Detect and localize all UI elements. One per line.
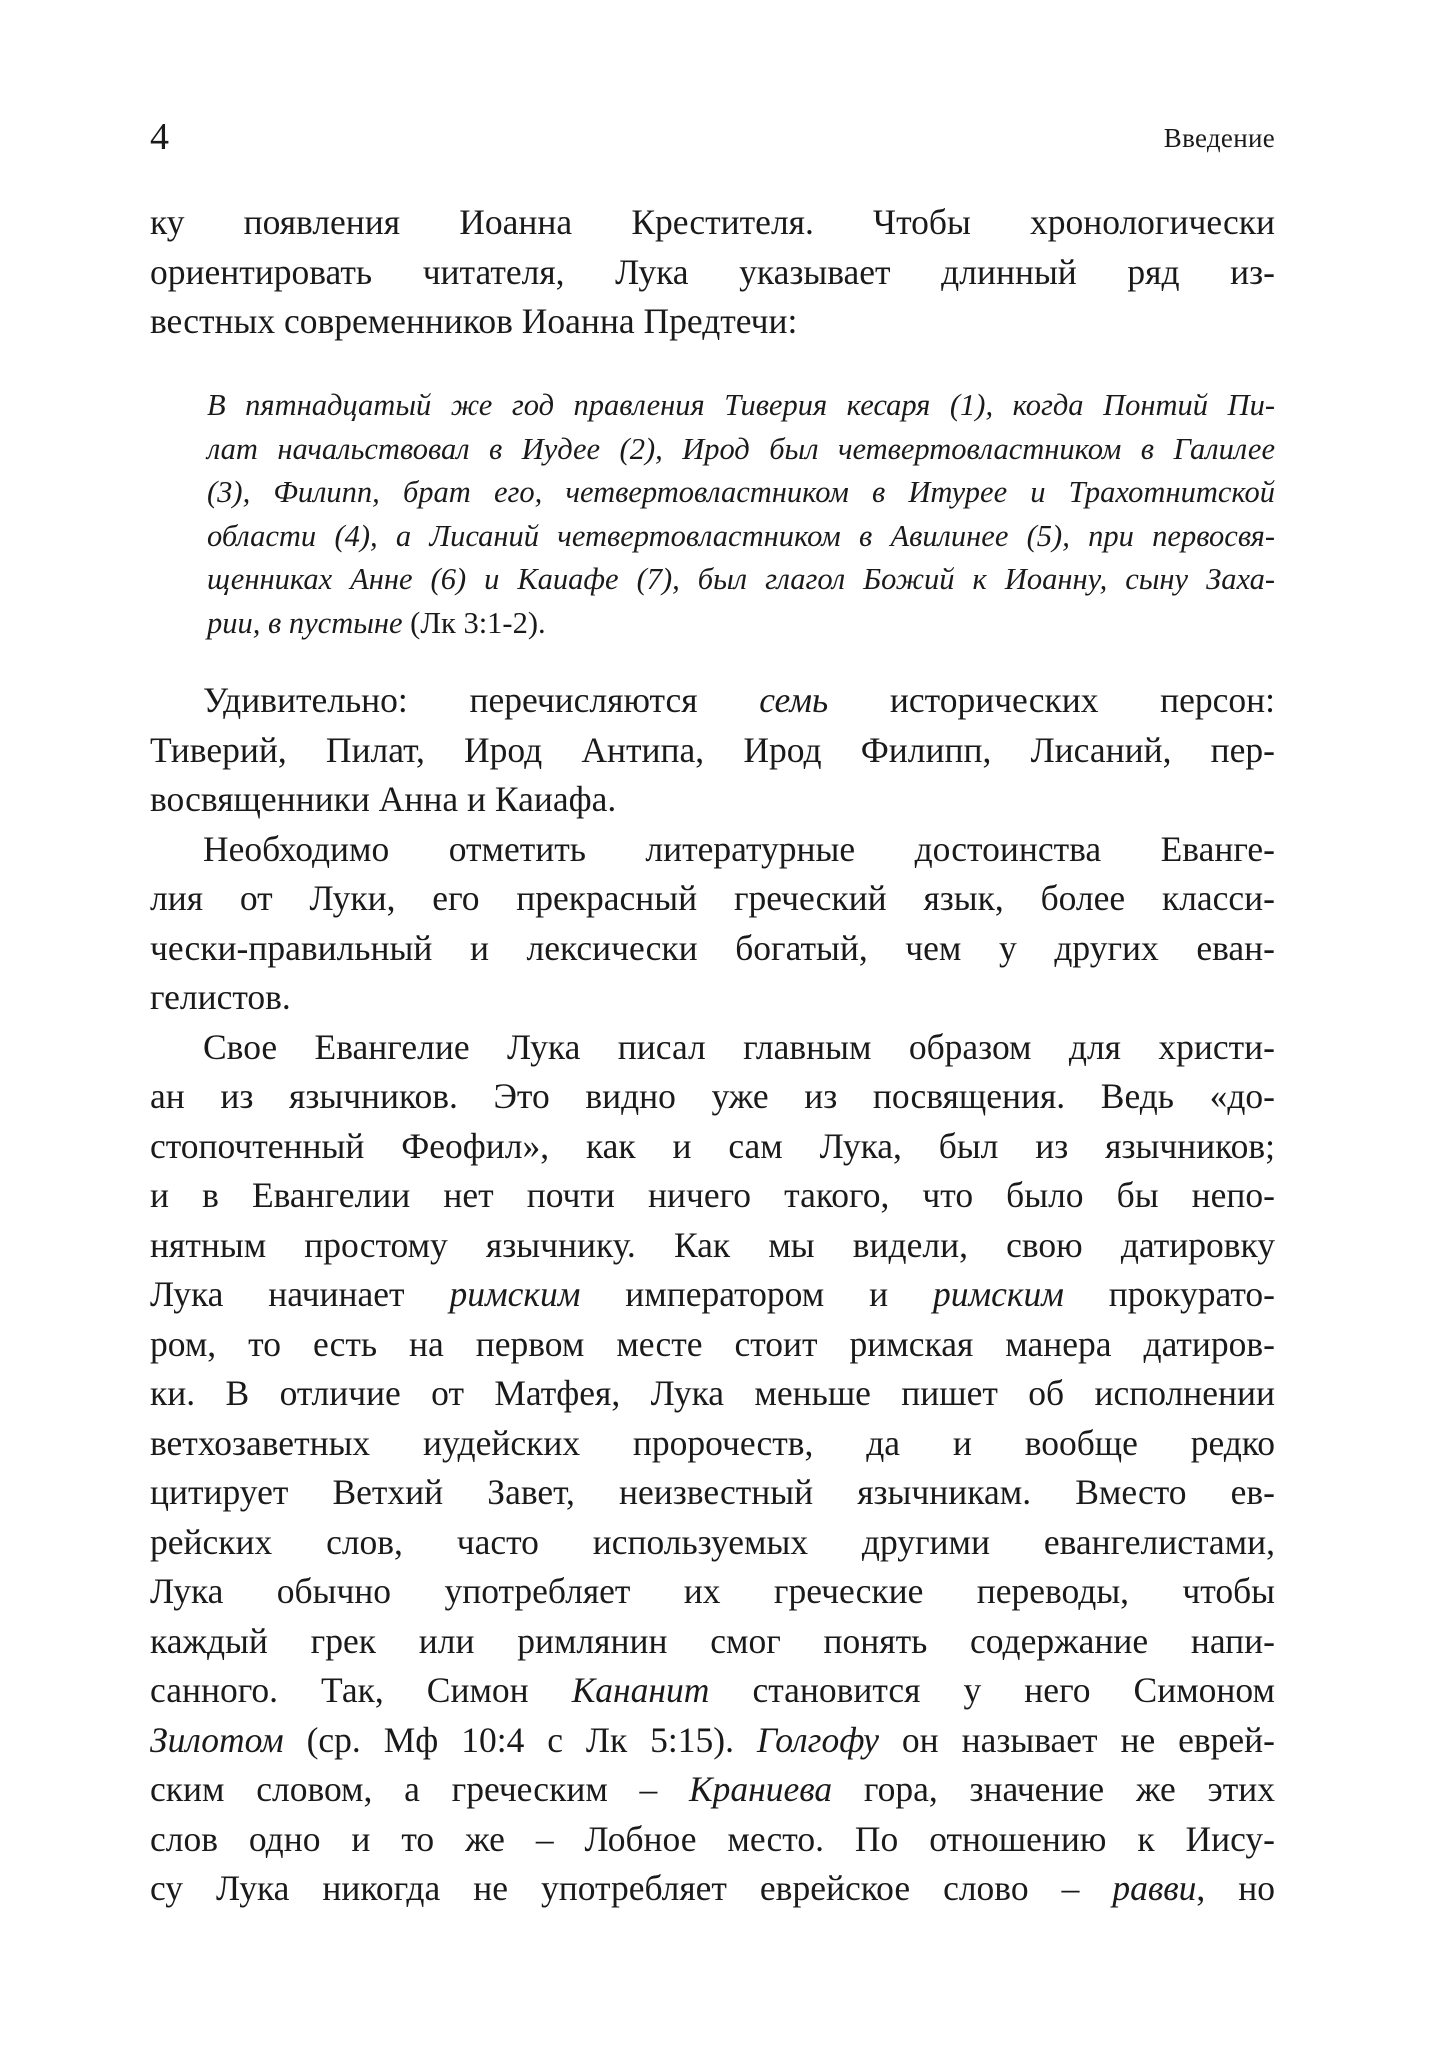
text-run: су Лука никогда не употребляет еврейское слово – xyxy=(150,1868,1113,1908)
text-line: восвященники Анна и Каиафа. xyxy=(150,779,617,819)
text-line: ку появления Иоанна Крестителя. Чтобы хронологически xyxy=(150,202,1275,242)
text-line: ром, то есть на первом месте стоит римская манера датиров- xyxy=(150,1323,1275,1364)
text-run: прокурато- xyxy=(1063,1274,1276,1314)
emphasis: равви xyxy=(1112,1868,1197,1908)
text-line: стопочтенный Феофил», как и сам Лука, был из язычников; xyxy=(150,1125,1275,1166)
text-line: ориентировать читателя, Лука указывает длинный ряд из- xyxy=(150,251,1275,292)
emphasis: Голгофу xyxy=(756,1719,879,1760)
text-line: рейских слов, часто используемых другими евангелистами, xyxy=(150,1521,1275,1562)
text-run: императором и xyxy=(580,1274,933,1314)
quote-line: В пятнадцатый же год правления Тиверия кесаря (1), когда Понтий Пи- xyxy=(207,388,1275,422)
text-line: вестных современников Иоанна Предтечи: xyxy=(150,301,798,341)
running-head: Введение xyxy=(1163,123,1275,153)
text-run: (ср. Мф 10:4 с Лк 5:15). xyxy=(283,1719,757,1760)
text-line xyxy=(150,676,1275,726)
text-line: Свое Евангелие Лука писал главным образом для христи- xyxy=(203,1026,1275,1067)
text-line xyxy=(150,1765,1275,1815)
text-run: Лука начинает xyxy=(150,1274,450,1314)
text-line: каждый грек или римлянин смог понять содержание напи- xyxy=(150,1620,1275,1661)
text-line: ветхозаветных иудейских пророчеств, да и вообще редко xyxy=(150,1422,1275,1463)
main-text xyxy=(150,676,1275,1914)
text-line: чески-правильный и лексически богатый, чем у других еван- xyxy=(150,927,1275,968)
text-line: и в Евангелии нет почти ничего такого, что было бы непо- xyxy=(150,1175,1275,1215)
page-number: 4 xyxy=(150,116,169,158)
quote-line: лат начальствовал в Иудее (2), Ирод был четвертовластником в Галилее xyxy=(207,431,1275,466)
text-line: гелистов. xyxy=(150,977,291,1017)
text-line: Тиверий, Пилат, Ирод Антипа, Ирод Филипп, Лисаний, пер- xyxy=(150,729,1275,770)
quote-line: области (4), а Лисаний четвертовластником в Авилинее (5), при первосвя- xyxy=(207,518,1275,553)
text-line: ан из язычников. Это видно уже из посвящения. Ведь «до- xyxy=(150,1076,1275,1116)
quote-line: (3), Филипп, брат его, четвертовластником в Итурее и Трахотнитской xyxy=(207,475,1275,510)
emphasis: Зилотом xyxy=(150,1719,284,1760)
emphasis: римским xyxy=(932,1274,1064,1314)
quote-italic-text: рии, в пустыне xyxy=(207,605,403,640)
scripture-quote xyxy=(207,384,1275,646)
quote-line: щенниках Анне (6) и Каиафе (7), был глагол Божий к Иоанну, сыну Заха- xyxy=(207,562,1275,597)
text-line xyxy=(150,1666,1275,1716)
text-run: становится у него Симоном xyxy=(709,1670,1275,1710)
quote-reference: (Лк 3:1-2). xyxy=(402,605,546,640)
text-line xyxy=(150,1864,1275,1914)
emphasis: римским xyxy=(449,1274,581,1314)
emphasis: семь xyxy=(759,680,829,720)
text-run: исторических персон: xyxy=(828,680,1275,720)
text-line: ки. В отличие от Матфея, Лука меньше пишет об исполнении xyxy=(150,1373,1275,1413)
text-run: ским словом, а греческим – xyxy=(150,1769,690,1809)
page-header xyxy=(150,112,1275,162)
text-run: он называет не еврей- xyxy=(879,1719,1275,1760)
emphasis: Кананит xyxy=(571,1670,710,1710)
text-run: гора, значение же этих xyxy=(832,1769,1276,1809)
text-line: нятным простому язычнику. Как мы видели, свою датировку xyxy=(150,1224,1275,1265)
text-line xyxy=(150,1716,1275,1766)
text-line: Необходимо отметить литературные достоинства Еванге- xyxy=(203,828,1275,869)
text-line: слов одно и то же – Лобное место. По отношению к Иису- xyxy=(150,1818,1275,1859)
quote-line xyxy=(207,602,1275,646)
text-line xyxy=(150,1270,1275,1320)
text-line: цитирует Ветхий Завет, неизвестный язычникам. Вместо ев- xyxy=(150,1472,1275,1512)
emphasis: Краниева xyxy=(689,1769,833,1809)
text-line: Лука обычно употребляет их греческие переводы, чтобы xyxy=(150,1571,1275,1611)
text-line: лия от Луки, его прекрасный греческий язык, более класси- xyxy=(150,878,1275,918)
text-run: Удивительно: перечисляются xyxy=(203,680,760,720)
paragraph-continued xyxy=(150,198,1275,347)
text-run: , но xyxy=(1196,1868,1276,1908)
text-run: санного. Так, Симон xyxy=(150,1670,572,1710)
